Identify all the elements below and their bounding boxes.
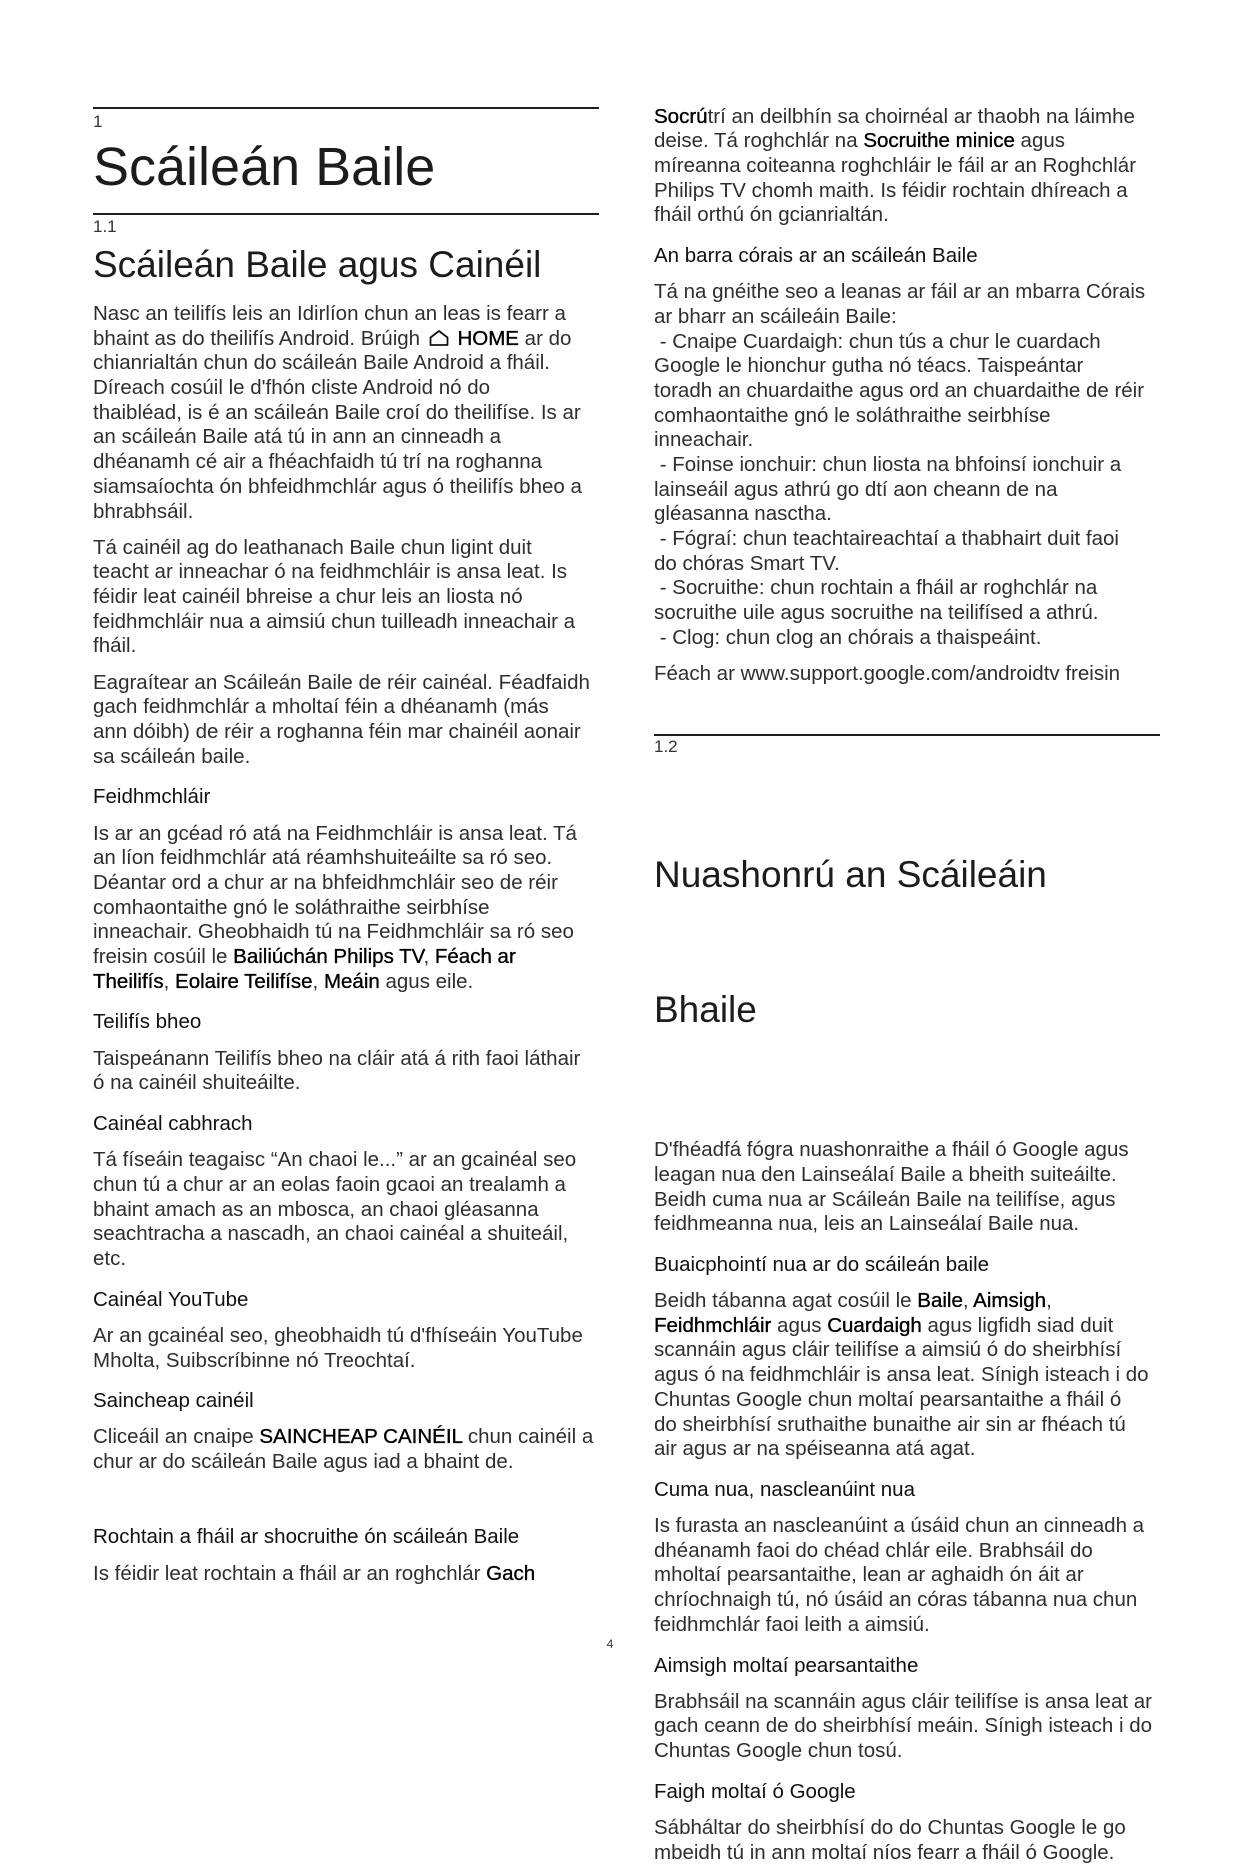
- settings-access-paragraph: [93, 1562, 599, 1587]
- text-run: Brabhsáil na scannáin agus cláir teilifíse is ansa leat ar: [654, 1690, 1152, 1713]
- text-line: [654, 478, 1160, 503]
- text-line: [93, 1450, 599, 1475]
- text-run: chun tú a chur ar an eolas faoin gcaoi an trealamh a: [93, 1173, 566, 1196]
- text-line: [654, 1714, 1160, 1739]
- text-run: Google le hionchur gutha nó téacs. Taispeántar: [654, 354, 1083, 377]
- text-run: gach feidhmchlár a mholtaí féin a dhéanamh (más: [93, 695, 549, 718]
- text-line: [93, 500, 599, 525]
- text-run: deise. Tá roghchlár na: [654, 129, 863, 152]
- text-run: Eagraítear an Scáileán Baile de réir cainéal. Féadfaidh: [93, 671, 590, 694]
- personal-recommendations-paragraph: [654, 1690, 1160, 1764]
- section-title-line: Bhaile: [654, 987, 1160, 1032]
- emphasized-term: Eolaire Teilifíse: [175, 970, 313, 993]
- text-line: [654, 1816, 1160, 1841]
- text-line: [654, 576, 1160, 601]
- intro-paragraph: [93, 671, 599, 770]
- emphasized-term: Féach ar: [435, 945, 516, 968]
- text-line: [93, 1047, 599, 1072]
- text-line: [93, 585, 599, 610]
- text-line: [93, 536, 599, 561]
- text-run: Taispeánann Teilifís bheo na cláir atá á rith faoi láthair: [93, 1047, 580, 1070]
- text-run: Is féidir leat rochtain a fháil ar an roghchlár: [93, 1562, 486, 1585]
- text-line: [654, 1690, 1160, 1715]
- text-run: scannáin agus cláir teilifíse a aimsiú ó do sheirbhísí: [654, 1338, 1121, 1361]
- text-run: do sheirbhísí sruthaithe bunaithe air sin ar fhéach tú: [654, 1413, 1126, 1436]
- text-run: gach ceann de do sheirbhísí meáin. Sínigh isteach i do: [654, 1714, 1152, 1737]
- section-rule: [654, 734, 1160, 736]
- text-line: [654, 1363, 1160, 1388]
- text-run: Is ar an gcéad ró atá na Feidhmchláir is ansa leat. Tá: [93, 822, 577, 845]
- text-line: [654, 1588, 1160, 1613]
- chapter-rule: [93, 107, 599, 109]
- text-line: [654, 203, 1160, 228]
- emphasized-term: HOME: [457, 327, 519, 350]
- settings-access-paragraph-continued: [654, 105, 1160, 228]
- emphasized-term: Baile: [917, 1289, 963, 1312]
- help-channel-paragraph: [93, 1148, 599, 1271]
- section-rule: [93, 213, 599, 215]
- text-run: bhaint as do theilifís Android. Brúigh: [93, 327, 426, 350]
- text-run: air agus ar na spéiseanna atá agat.: [654, 1437, 975, 1460]
- text-line: [93, 1324, 599, 1349]
- text-line: [93, 634, 599, 659]
- text-line: [93, 970, 599, 995]
- left-column: [93, 107, 599, 1586]
- text-run: socruithe uile agus socruithe na teilifísed a athrú.: [654, 601, 1098, 624]
- text-line: [93, 1148, 599, 1173]
- emphasized-term: Aimsigh: [973, 1289, 1046, 1312]
- text-run: dhéanamh faoi do chéad chlár eile. Brabhsáil do: [654, 1539, 1093, 1562]
- text-run: Chuntas Google chun tosú.: [654, 1739, 902, 1762]
- text-run: Cliceáil an cnaipe: [93, 1425, 259, 1448]
- text-run: Féach ar www.support.google.com/androidtv freisin: [654, 662, 1120, 685]
- text-line: [654, 662, 1160, 687]
- text-run: comhaontaithe gnó le soláthraithe seirbhíse: [654, 404, 1051, 427]
- text-run: freisin cosúil le: [93, 945, 233, 968]
- text-line: [654, 527, 1160, 552]
- google-recommendations-paragraph: [654, 1816, 1160, 1865]
- text-run: míreanna coiteanna roghchláir le fáil ar an Roghchlár: [654, 154, 1136, 177]
- text-line: [654, 354, 1160, 379]
- highlights-paragraph: [654, 1289, 1160, 1462]
- text-run: - Clog: chun clog an chórais a thaispeáint.: [654, 626, 1041, 649]
- live-tv-paragraph: [93, 1047, 599, 1096]
- text-run: feidhmeanna nua, leis an Lainseálaí Baile nua.: [654, 1212, 1079, 1235]
- text-run: etc.: [93, 1247, 126, 1270]
- text-line: [654, 129, 1160, 154]
- text-run: ó na cainéil shuiteáilte.: [93, 1071, 300, 1094]
- text-line: [654, 1314, 1160, 1339]
- text-run: agus: [1015, 129, 1065, 152]
- text-run: féidir leat cainéil bhreise a chur leis an liosta nó: [93, 585, 523, 608]
- text-run: dhéanamh cé air a fhéachfaidh tú trí na roghanna: [93, 450, 542, 473]
- home-icon-outline: [430, 331, 447, 345]
- text-run: thaibléad, is é an scáileán Baile croí do theilifíse. Is ar: [93, 401, 581, 424]
- text-line: [654, 1563, 1160, 1588]
- text-run: ar bharr an scáileáin Baile:: [654, 305, 897, 328]
- emphasized-term: Socrú: [654, 105, 708, 128]
- text-line: [654, 179, 1160, 204]
- text-line: [93, 1071, 599, 1096]
- text-line: [654, 1212, 1160, 1237]
- text-line: [93, 871, 599, 896]
- text-line: [654, 1841, 1160, 1865]
- live-tv-heading: Teilifís bheo: [93, 1010, 599, 1035]
- text-run: chianrialtán chun do scáileán Baile Android a fháil.: [93, 351, 550, 374]
- text-run: - Fógraí: chun teachtaireachtaí a thabhairt duit faoi: [654, 527, 1119, 550]
- home-icon: [428, 329, 450, 347]
- emphasized-term: SAINCHEAP CAINÉIL: [259, 1425, 462, 1448]
- text-line: [654, 1437, 1160, 1462]
- text-run: gléasanna nasctha.: [654, 502, 832, 525]
- text-run: an líon feidhmchlár atá réamhshuiteáilte sa ró seo.: [93, 846, 552, 869]
- text-line: [654, 1514, 1160, 1539]
- see-also-paragraph: [654, 662, 1160, 687]
- text-line: [93, 695, 599, 720]
- text-line: [654, 330, 1160, 355]
- text-line: [654, 428, 1160, 453]
- section-title: [654, 762, 1160, 1122]
- emphasized-term: Bailiúchán Philips TV: [233, 945, 423, 968]
- text-run: leagan nua den Lainseálaí Baile a bheith suiteáilte.: [654, 1163, 1117, 1186]
- text-run: bhaint amach as an mbosca, an chaoi gléasanna: [93, 1198, 539, 1221]
- section-number: 1.1: [93, 217, 599, 237]
- text-run: chríochnaigh tú, nó úsáid an córas tábanna nua chun: [654, 1588, 1137, 1611]
- text-line: [654, 105, 1160, 130]
- text-run: siamsaíochta ón bhfeidhmchlár agus ó theilifís bheo a: [93, 475, 582, 498]
- text-line: [654, 280, 1160, 305]
- text-run: inneachair. Gheobhaidh tú na Feidhmchláir sa ró seo: [93, 920, 574, 943]
- text-run: agus eile.: [380, 970, 473, 993]
- emphasized-term: Feidhmchláir: [654, 1314, 771, 1337]
- text-line: [654, 1739, 1160, 1764]
- system-bar-paragraph: [654, 280, 1160, 650]
- text-run: mbeidh tú in ann moltaí níos fearr a fháil ó Google.: [654, 1841, 1114, 1864]
- text-line: [93, 846, 599, 871]
- navigation-heading: Cuma nua, nascleanúint nua: [654, 1478, 1160, 1503]
- text-line: [654, 1613, 1160, 1638]
- text-run: Ar an gcainéal seo, gheobhaidh tú d'fhíseáin YouTube: [93, 1324, 583, 1347]
- text-run: feidhmchlár faoi leith a aimsiú.: [654, 1613, 930, 1636]
- text-line: [654, 305, 1160, 330]
- text-line: [93, 425, 599, 450]
- text-run: Díreach cosúil le d'fhón cliste Android nó do: [93, 376, 490, 399]
- intro-paragraph: [93, 536, 599, 659]
- text-run: lainseáil agus athrú go dtí aon cheann de na: [654, 478, 1057, 501]
- text-run: Tá na gnéithe seo a leanas ar fáil ar an mbarra Córais: [654, 280, 1145, 303]
- emphasized-term: Socruithe minice: [863, 129, 1015, 152]
- text-run: chur ar do scáileán Baile agus iad a bhaint de.: [93, 1450, 514, 1473]
- text-line: [93, 671, 599, 696]
- text-run: Déantar ord a chur ar na bhfeidhmchláir seo de réir: [93, 871, 558, 894]
- text-line: [93, 610, 599, 635]
- text-line: [654, 404, 1160, 429]
- text-run: agus ligfidh siad duit: [922, 1314, 1113, 1337]
- text-run: D'fhéadfá fógra nuashonraithe a fháil ó Google agus: [654, 1138, 1129, 1161]
- text-line: [93, 1198, 599, 1223]
- text-line: [93, 745, 599, 770]
- text-line: [93, 1349, 599, 1374]
- text-line: [654, 1138, 1160, 1163]
- text-line: [654, 1188, 1160, 1213]
- text-line: [654, 502, 1160, 527]
- apps-heading: Feidhmchláir: [93, 785, 599, 810]
- system-bar-heading: An barra córais ar an scáileán Baile: [654, 244, 1160, 269]
- text-line: [93, 475, 599, 500]
- personal-recommendations-heading: Aimsigh moltaí pearsantaithe: [654, 1654, 1160, 1679]
- text-line: [93, 720, 599, 745]
- text-run: agus: [771, 1314, 827, 1337]
- text-line: [654, 1163, 1160, 1188]
- text-run: ,: [963, 1289, 973, 1312]
- page-number: 4: [580, 1636, 640, 1652]
- text-run: - Foinse ionchuir: chun liosta na bhfoinsí ionchuir a: [654, 453, 1121, 476]
- text-line: [93, 376, 599, 401]
- text-run: Tá cainéil ag do leathanach Baile chun ligint duit: [93, 536, 532, 559]
- text-line: [654, 1289, 1160, 1314]
- text-line: [654, 552, 1160, 577]
- text-run: an scáileán Baile atá tú in ann an cinneadh a: [93, 425, 501, 448]
- text-run: agus ó na feidhmchláir is ansa leat. Sínigh isteach i do: [654, 1363, 1149, 1386]
- emphasized-term: Gach: [486, 1562, 535, 1585]
- text-run: Sábháltar do sheirbhísí do do Chuntas Google le go: [654, 1816, 1126, 1839]
- text-run: ,: [164, 970, 175, 993]
- text-run: inneachair.: [654, 428, 753, 451]
- text-run: feidhmchláir nua a aimsiú chun tuilleadh inneachair a: [93, 610, 575, 633]
- text-line: [93, 450, 599, 475]
- text-run: teacht ar inneachar ó na feidhmchláir is ansa leat. Is: [93, 560, 567, 583]
- text-line: [93, 1425, 599, 1450]
- text-run: - Cnaipe Cuardaigh: chun tús a chur le cuardach: [654, 330, 1101, 353]
- text-run: ann dóibh) de réir a roghanna féin mar chainéil aonair: [93, 720, 581, 743]
- youtube-channel-paragraph: [93, 1324, 599, 1373]
- text-line: [654, 1388, 1160, 1413]
- highlights-heading: Buaicphointí nua ar do scáileán baile: [654, 1253, 1160, 1278]
- text-line: [654, 453, 1160, 478]
- section-title: Scáileán Baile agus Cainéil: [93, 242, 599, 287]
- navigation-paragraph: [654, 1514, 1160, 1637]
- text-run: Tá físeáin teagaisc “An chaoi le...” ar an gcainéal seo: [93, 1148, 576, 1171]
- text-run: trí an deilbhín sa choirnéal ar thaobh na láimhe: [708, 105, 1135, 128]
- text-line: [654, 1413, 1160, 1438]
- text-line: [93, 1222, 599, 1247]
- emphasized-term: Meáin: [324, 970, 380, 993]
- text-line: [93, 920, 599, 945]
- apps-paragraph: [93, 822, 599, 995]
- text-line: [654, 1338, 1160, 1363]
- text-line: [93, 1562, 599, 1587]
- text-line: [654, 154, 1160, 179]
- text-run: Is furasta an nascleanúint a úsáid chun an cinneadh a: [654, 1514, 1144, 1537]
- text-line: [654, 626, 1160, 651]
- text-line: [93, 945, 599, 970]
- text-line: [93, 896, 599, 921]
- text-run: comhaontaithe gnó le soláthraithe seirbhíse: [93, 896, 490, 919]
- customise-channels-paragraph: [93, 1425, 599, 1474]
- section-title-line: Nuashonrú an Scáileáin: [654, 852, 1160, 897]
- text-run: fháil orthú ón gcianrialtán.: [654, 203, 889, 226]
- emphasized-term: Theilifís: [93, 970, 164, 993]
- text-run: toradh an chuardaithe agus ord an chuardaithe de réir: [654, 379, 1144, 402]
- text-run: do chóras Smart TV.: [654, 552, 840, 575]
- text-run: ,: [1046, 1289, 1052, 1312]
- text-line: [654, 601, 1160, 626]
- text-run: Beidh tábanna agat cosúil le: [654, 1289, 917, 1312]
- customise-channels-heading: Saincheap cainéil: [93, 1389, 599, 1414]
- text-line: [93, 327, 599, 352]
- text-run: Chuntas Google chun moltaí pearsantaithe a fháil ó: [654, 1388, 1121, 1411]
- text-run: Beidh cuma nua ar Scáileán Baile na teilifíse, agus: [654, 1188, 1116, 1211]
- text-line: [93, 351, 599, 376]
- text-run: bhrabhsáil.: [93, 500, 193, 523]
- intro-paragraph: [93, 302, 599, 524]
- section-number: 1.2: [654, 737, 1160, 757]
- text-run: chun cainéil a: [462, 1425, 593, 1448]
- update-intro-paragraph: [654, 1138, 1160, 1237]
- text-run: Nasc an teilifís leis an Idirlíon chun an leas is fearr a: [93, 302, 566, 325]
- text-line: [654, 379, 1160, 404]
- help-channel-heading: Cainéal cabhrach: [93, 1112, 599, 1137]
- text-line: [654, 1539, 1160, 1564]
- text-run: seachtracha a nascadh, an chaoi cainéal a shuiteáil,: [93, 1222, 568, 1245]
- text-run: sa scáileán baile.: [93, 745, 250, 768]
- text-run: mholtaí pearsantaithe, lean ar aghaidh ón áit ar: [654, 1563, 1084, 1586]
- text-line: [93, 560, 599, 585]
- text-run: fháil.: [93, 634, 136, 657]
- google-recommendations-heading: Faigh moltaí ó Google: [654, 1780, 1160, 1805]
- text-line: [93, 302, 599, 327]
- chapter-number: 1: [93, 112, 599, 132]
- text-run: - Socruithe: chun rochtain a fháil ar roghchlár na: [654, 576, 1097, 599]
- emphasized-term: Cuardaigh: [827, 1314, 922, 1337]
- text-run: ar do: [519, 327, 571, 350]
- text-run: ,: [423, 945, 434, 968]
- text-run: ,: [313, 970, 324, 993]
- text-run: Mholta, Suibscríbinne nó Treochtaí.: [93, 1349, 416, 1372]
- settings-access-heading: Rochtain a fháil ar shocruithe ón scáileán Baile: [93, 1525, 599, 1550]
- youtube-channel-heading: Cainéal YouTube: [93, 1288, 599, 1313]
- text-run: Philips TV chomh maith. Is féidir rochtain dhíreach a: [654, 179, 1128, 202]
- text-line: [93, 401, 599, 426]
- text-line: [93, 1173, 599, 1198]
- text-line: [93, 822, 599, 847]
- text-line: [93, 1247, 599, 1272]
- chapter-title: Scáileán Baile: [93, 140, 599, 194]
- right-column: [654, 105, 1160, 1865]
